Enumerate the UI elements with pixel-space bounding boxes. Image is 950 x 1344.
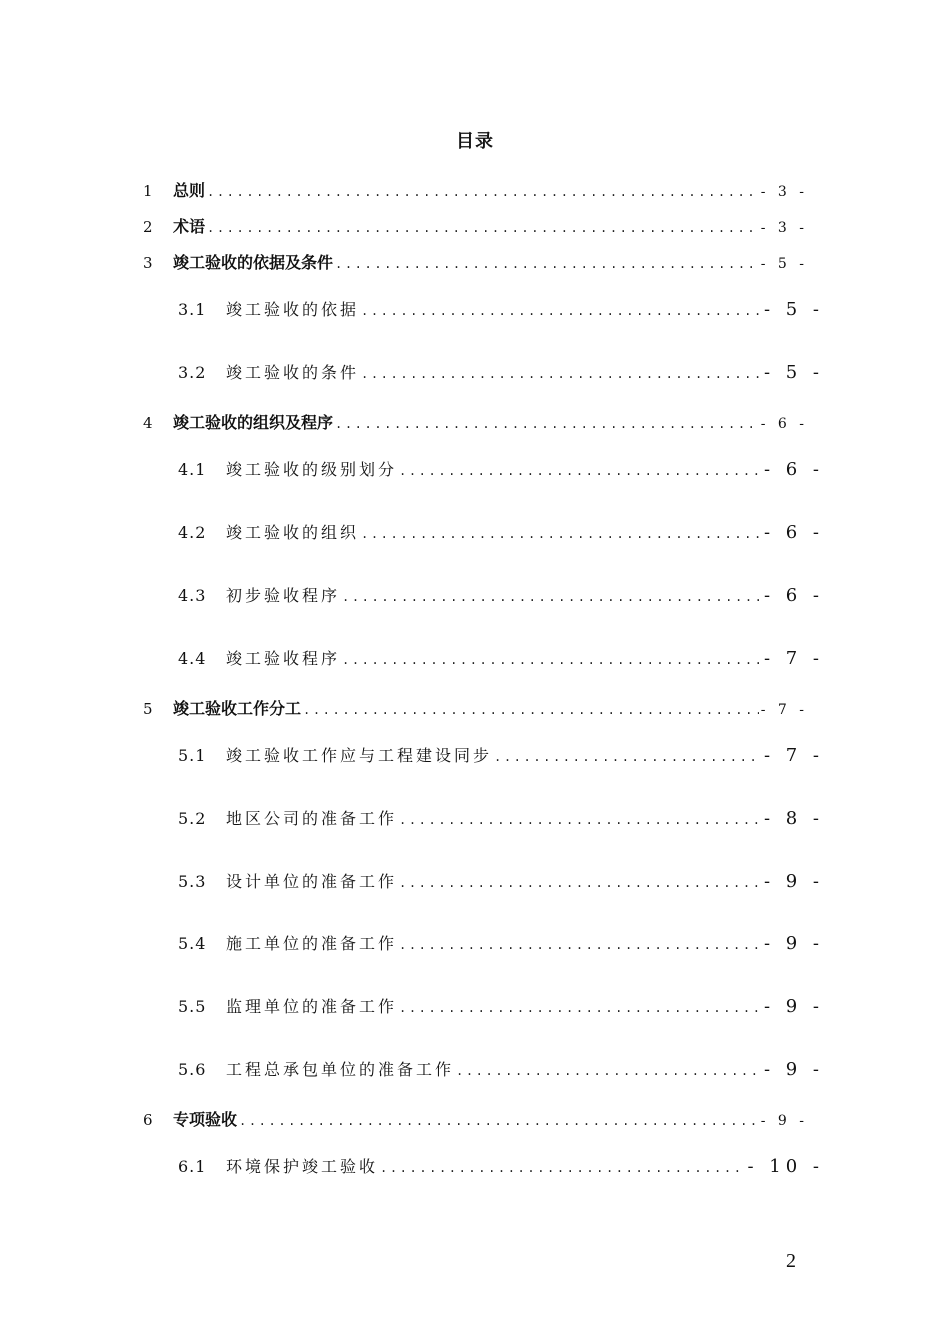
toc-entry-page: - 9 - [763,996,824,1017]
toc-entry-number: 5.3 [178,872,207,891]
toc-dot-leader [456,1064,762,1078]
toc-dot-leader [239,1114,759,1128]
toc-dot-leader [335,257,759,271]
toc-entry-label: 术语 [173,217,206,236]
toc-dot-leader [399,876,762,890]
toc-entry[interactable] [178,646,824,669]
toc-entry-label: 竣工验收程序 [226,649,341,668]
toc-entry-number: 5.2 [178,809,207,828]
toc-entry-number: 5.5 [178,997,207,1016]
toc-dot-leader [399,1001,762,1015]
toc-entry-number: 2 [143,218,153,236]
toc-dot-leader [380,1161,745,1175]
toc-entry-number: 4 [143,414,153,432]
toc-dot-leader [399,464,762,478]
toc-entry[interactable] [143,1107,808,1130]
toc-entry-page: - 10 - [747,1156,824,1177]
toc-entry-label: 竣工验收的组织 [226,523,360,542]
toc-entry-number: 5.1 [178,746,207,765]
toc-entry-label: 环境保护竣工验收 [226,1157,379,1176]
toc-entry-page: - 3 - [760,184,808,200]
toc-dot-leader [494,750,762,764]
toc-entry-page: - 5 - [760,256,808,272]
toc-entry-label: 竣工验收的级别划分 [226,460,398,479]
toc-entry-page: - 6 - [763,459,824,480]
toc-entry-page: - 7 - [760,702,808,718]
toc-entry[interactable] [143,410,808,433]
toc-entry-label: 施工单位的准备工作 [226,934,398,953]
toc-entry[interactable] [178,360,824,383]
toc-entry[interactable] [143,178,808,201]
page-number: 2 [786,1250,796,1272]
toc-entry[interactable] [178,583,824,606]
toc-dot-leader [399,813,762,827]
toc-entry-page: - 5 - [763,299,824,320]
toc-entry-page: - 6 - [763,522,824,543]
toc-entry-label: 总则 [173,181,206,200]
toc-entry-page: - 6 - [763,585,824,606]
toc-entry[interactable] [178,520,824,543]
toc-entry-number: 5.4 [178,934,207,953]
toc-dot-leader [361,304,762,318]
toc-entry-label: 专项验收 [173,1110,238,1129]
toc-entry-page: - 9 - [763,871,824,892]
toc-entry[interactable] [178,994,824,1017]
toc-entry-number: 5.6 [178,1060,207,1079]
toc-entry-page: - 8 - [763,808,824,829]
toc-entry-page: - 9 - [763,933,824,954]
toc-entry-label: 竣工验收的条件 [226,363,360,382]
toc-entry-number: 3 [143,254,153,272]
toc-entry-number: 4.1 [178,460,207,479]
toc-entry[interactable] [178,457,824,480]
toc-entry-number: 6.1 [178,1157,207,1176]
toc-entry-label: 初步验收程序 [226,586,341,605]
toc-entry[interactable] [178,1154,824,1177]
toc-entry-number: 6 [143,1111,153,1129]
toc-dot-leader [361,527,762,541]
toc-dot-leader [342,653,762,667]
toc-dot-leader [207,185,759,199]
toc-title: 目录 [456,131,494,152]
toc-dot-leader [399,938,762,952]
toc-entry-number: 4.2 [178,523,207,542]
toc-entry-label: 竣工验收的依据 [226,300,360,319]
toc-entry-label: 竣工验收工作应与工程建设同步 [226,746,493,765]
toc-entry[interactable] [178,806,824,829]
toc-entry-page: - 7 - [763,745,824,766]
toc-entry[interactable] [178,931,824,954]
toc-dot-leader [207,221,759,235]
toc-entry-number: 3.2 [178,363,207,382]
toc-entry-number: 5 [143,700,153,718]
toc-entry-label: 设计单位的准备工作 [226,872,398,891]
toc-entry[interactable] [178,869,824,892]
toc-entry-page: - 9 - [760,1113,808,1129]
toc-entry-page: - 7 - [763,648,824,669]
toc-entry[interactable] [178,297,824,320]
toc-entry-number: 1 [143,182,153,200]
toc-entry-number: 4.4 [178,649,207,668]
toc-entry-label: 监理单位的准备工作 [226,997,398,1016]
toc-entry-label: 竣工验收工作分工 [173,699,302,718]
toc-entry[interactable] [143,250,808,273]
toc-dot-leader [335,417,759,431]
toc-entry-label: 竣工验收的依据及条件 [173,253,334,272]
toc-entry-label: 工程总承包单位的准备工作 [226,1060,455,1079]
toc-entry[interactable] [178,1057,824,1080]
toc-entry-number: 3.1 [178,300,207,319]
toc-entry-label: 地区公司的准备工作 [226,809,398,828]
toc-dot-leader [303,703,759,717]
toc-entry-number: 4.3 [178,586,207,605]
toc-entry[interactable] [143,696,808,719]
toc-entry-page: - 9 - [763,1059,824,1080]
toc-entry[interactable] [143,214,808,237]
toc-entry[interactable] [178,743,824,766]
toc-dot-leader [342,590,762,604]
toc-entry-label: 竣工验收的组织及程序 [173,413,334,432]
toc-entry-page: - 5 - [763,362,824,383]
toc-dot-leader [361,367,762,381]
toc-entry-page: - 3 - [760,220,808,236]
toc-entry-page: - 6 - [760,416,808,432]
